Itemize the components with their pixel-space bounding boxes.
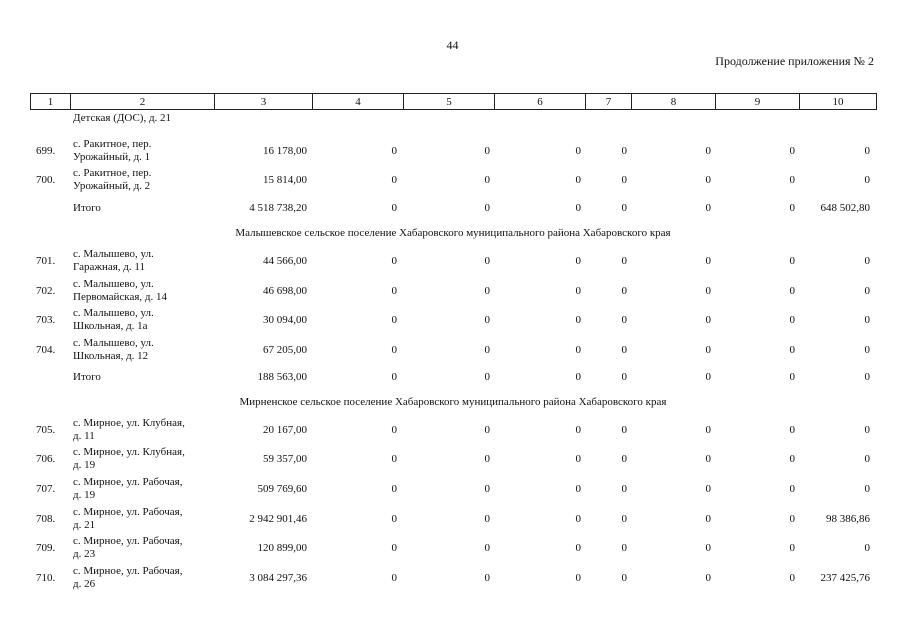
cell-col6: 0 (575, 174, 581, 186)
row-number: 703. (36, 314, 56, 326)
cell-col9: 0 (789, 572, 795, 584)
cell-col3: 16 178,00 (263, 145, 307, 157)
cell-col4: 0 (391, 371, 397, 383)
cell-col8: 0 (705, 572, 711, 584)
cell-col5: 0 (484, 513, 490, 525)
cell-col10: 0 (864, 424, 870, 436)
row-address: с. Малышево, ул. Гаражная, д. 11 (73, 248, 154, 273)
cell-col9: 0 (789, 145, 795, 157)
cell-col7: 0 (621, 145, 627, 157)
cell-col9: 0 (789, 174, 795, 186)
cell-col3: 3 084 297,36 (249, 572, 307, 584)
cell-col4: 0 (391, 314, 397, 326)
row-address: с. Мирное, ул. Клубная, д. 19 (73, 446, 185, 471)
cell-col10: 0 (864, 174, 870, 186)
cell-col4: 0 (391, 483, 397, 495)
col-header-4: 4 (313, 94, 404, 110)
page-number: 44 (446, 38, 459, 52)
cell-col10: 0 (864, 371, 870, 383)
cell-col7: 0 (621, 424, 627, 436)
cell-col9: 0 (789, 424, 795, 436)
cell-col7: 0 (621, 513, 627, 525)
col-header-6: 6 (495, 94, 586, 110)
cell-col6: 0 (575, 202, 581, 214)
row-number: 706. (36, 453, 56, 465)
cell-col10: 0 (864, 255, 870, 267)
cell-col8: 0 (705, 513, 711, 525)
cell-col6: 0 (575, 572, 581, 584)
cell-col3: 30 094,00 (263, 314, 307, 326)
cell-col3: 67 205,00 (263, 344, 307, 356)
cell-col3: 509 769,60 (257, 483, 307, 495)
row-number: 701. (36, 255, 56, 267)
cell-col8: 0 (705, 202, 711, 214)
cell-col9: 0 (789, 314, 795, 326)
cell-col7: 0 (621, 174, 627, 186)
cell-col10: 0 (864, 344, 870, 356)
cell-col9: 0 (789, 285, 795, 297)
cell-col8: 0 (705, 314, 711, 326)
row-number: 704. (36, 344, 56, 356)
cell-col5: 0 (484, 145, 490, 157)
cell-col6: 0 (575, 542, 581, 554)
cell-col10: 0 (864, 145, 870, 157)
cell-col8: 0 (705, 371, 711, 383)
cell-col5: 0 (484, 371, 490, 383)
cell-col6: 0 (575, 453, 581, 465)
row-number: 708. (36, 513, 56, 525)
row-address: с. Ракитное, пер. Урожайный, д. 1 (73, 138, 152, 163)
cell-col5: 0 (484, 314, 490, 326)
cell-col4: 0 (391, 202, 397, 214)
cell-col7: 0 (621, 202, 627, 214)
cell-col3: 120 899,00 (257, 542, 307, 554)
continuation-label: Продолжение приложения № 2 (715, 54, 874, 68)
cell-col8: 0 (705, 285, 711, 297)
cell-col9: 0 (789, 202, 795, 214)
cell-col6: 0 (575, 145, 581, 157)
total-label: Итого (73, 371, 101, 383)
row-address: с. Малышево, ул. Школьная, д. 1а (73, 307, 154, 332)
cell-col5: 0 (484, 344, 490, 356)
cell-col7: 0 (621, 344, 627, 356)
cell-col9: 0 (789, 371, 795, 383)
cell-col10: 0 (864, 285, 870, 297)
cell-col10: 98 386,86 (826, 513, 870, 525)
cell-col9: 0 (789, 344, 795, 356)
cell-col8: 0 (705, 145, 711, 157)
cell-col9: 0 (789, 255, 795, 267)
cell-col4: 0 (391, 255, 397, 267)
cell-col5: 0 (484, 424, 490, 436)
row-number: 705. (36, 424, 56, 436)
col-header-9: 9 (716, 94, 800, 110)
cell-col7: 0 (621, 483, 627, 495)
row-address: с. Мирное, ул. Клубная, д. 11 (73, 417, 185, 442)
cell-col5: 0 (484, 174, 490, 186)
cell-col3: 44 566,00 (263, 255, 307, 267)
row-number: 702. (36, 285, 56, 297)
cell-col4: 0 (391, 542, 397, 554)
cell-col3: 4 518 738,20 (249, 202, 307, 214)
row-address: с. Малышево, ул. Школьная, д. 12 (73, 337, 154, 362)
cell-col5: 0 (484, 202, 490, 214)
cell-col5: 0 (484, 453, 490, 465)
cell-col7: 0 (621, 371, 627, 383)
col-header-3: 3 (215, 94, 313, 110)
cell-col9: 0 (789, 542, 795, 554)
total-label: Итого (73, 202, 101, 214)
cell-col6: 0 (575, 513, 581, 525)
cell-col4: 0 (391, 513, 397, 525)
col-header-1: 1 (31, 94, 71, 110)
cell-col4: 0 (391, 145, 397, 157)
cell-col6: 0 (575, 344, 581, 356)
row-address: с. Мирное, ул. Рабочая, д. 21 (73, 506, 183, 531)
cell-col8: 0 (705, 542, 711, 554)
cell-col7: 0 (621, 572, 627, 584)
cell-col6: 0 (575, 255, 581, 267)
cell-col7: 0 (621, 255, 627, 267)
row-address: с. Мирное, ул. Рабочая, д. 26 (73, 565, 183, 590)
cell-col8: 0 (705, 453, 711, 465)
cell-col7: 0 (621, 314, 627, 326)
col-header-8: 8 (632, 94, 716, 110)
cell-col10: 0 (864, 483, 870, 495)
cell-col8: 0 (705, 424, 711, 436)
cell-col10: 648 502,80 (820, 202, 870, 214)
cell-col4: 0 (391, 285, 397, 297)
cell-col8: 0 (705, 255, 711, 267)
cell-col5: 0 (484, 255, 490, 267)
row-address: с. Мирное, ул. Рабочая, д. 19 (73, 476, 183, 501)
section-heading: Мирненское сельское поселение Хабаровского муниципального района Хабаровского края (239, 396, 667, 408)
cell-col10: 0 (864, 453, 870, 465)
cell-col10: 0 (864, 314, 870, 326)
section-heading: Малышевское сельское поселение Хабаровского муниципального района Хабаровского края (235, 227, 671, 239)
cell-col9: 0 (789, 483, 795, 495)
row-address: с. Малышево, ул. Первомайская, д. 14 (73, 278, 167, 303)
cell-col3: 20 167,00 (263, 424, 307, 436)
row-address: с. Мирное, ул. Рабочая, д. 23 (73, 535, 183, 560)
col-header-5: 5 (404, 94, 495, 110)
cell-col8: 0 (705, 483, 711, 495)
cell-col3: 188 563,00 (257, 371, 307, 383)
cell-col7: 0 (621, 453, 627, 465)
cell-col9: 0 (789, 453, 795, 465)
cell-col6: 0 (575, 285, 581, 297)
cell-col7: 0 (621, 285, 627, 297)
cell-col7: 0 (621, 542, 627, 554)
row-number: 709. (36, 542, 56, 554)
carry-over-text: Детская (ДОС), д. 21 (73, 112, 172, 124)
cell-col8: 0 (705, 344, 711, 356)
cell-col4: 0 (391, 424, 397, 436)
cell-col3: 46 698,00 (263, 285, 307, 297)
col-header-2: 2 (71, 94, 215, 110)
cell-col5: 0 (484, 285, 490, 297)
cell-col6: 0 (575, 371, 581, 383)
cell-col10: 0 (864, 542, 870, 554)
cell-col3: 15 814,00 (263, 174, 307, 186)
cell-col6: 0 (575, 483, 581, 495)
cell-col6: 0 (575, 424, 581, 436)
col-header-7: 7 (586, 94, 632, 110)
cell-col3: 59 357,00 (263, 453, 307, 465)
col-header-10: 10 (800, 94, 877, 110)
cell-col3: 2 942 901,46 (249, 513, 307, 525)
cell-col5: 0 (484, 542, 490, 554)
cell-col6: 0 (575, 314, 581, 326)
row-number: 710. (36, 572, 56, 584)
row-number: 707. (36, 483, 56, 495)
cell-col10: 237 425,76 (820, 572, 870, 584)
row-address: с. Ракитное, пер. Урожайный, д. 2 (73, 167, 152, 192)
cell-col5: 0 (484, 572, 490, 584)
cell-col4: 0 (391, 572, 397, 584)
cell-col4: 0 (391, 453, 397, 465)
cell-col5: 0 (484, 483, 490, 495)
cell-col8: 0 (705, 174, 711, 186)
row-number: 699. (36, 145, 56, 157)
cell-col4: 0 (391, 344, 397, 356)
cell-col4: 0 (391, 174, 397, 186)
row-number: 700. (36, 174, 56, 186)
cell-col9: 0 (789, 513, 795, 525)
